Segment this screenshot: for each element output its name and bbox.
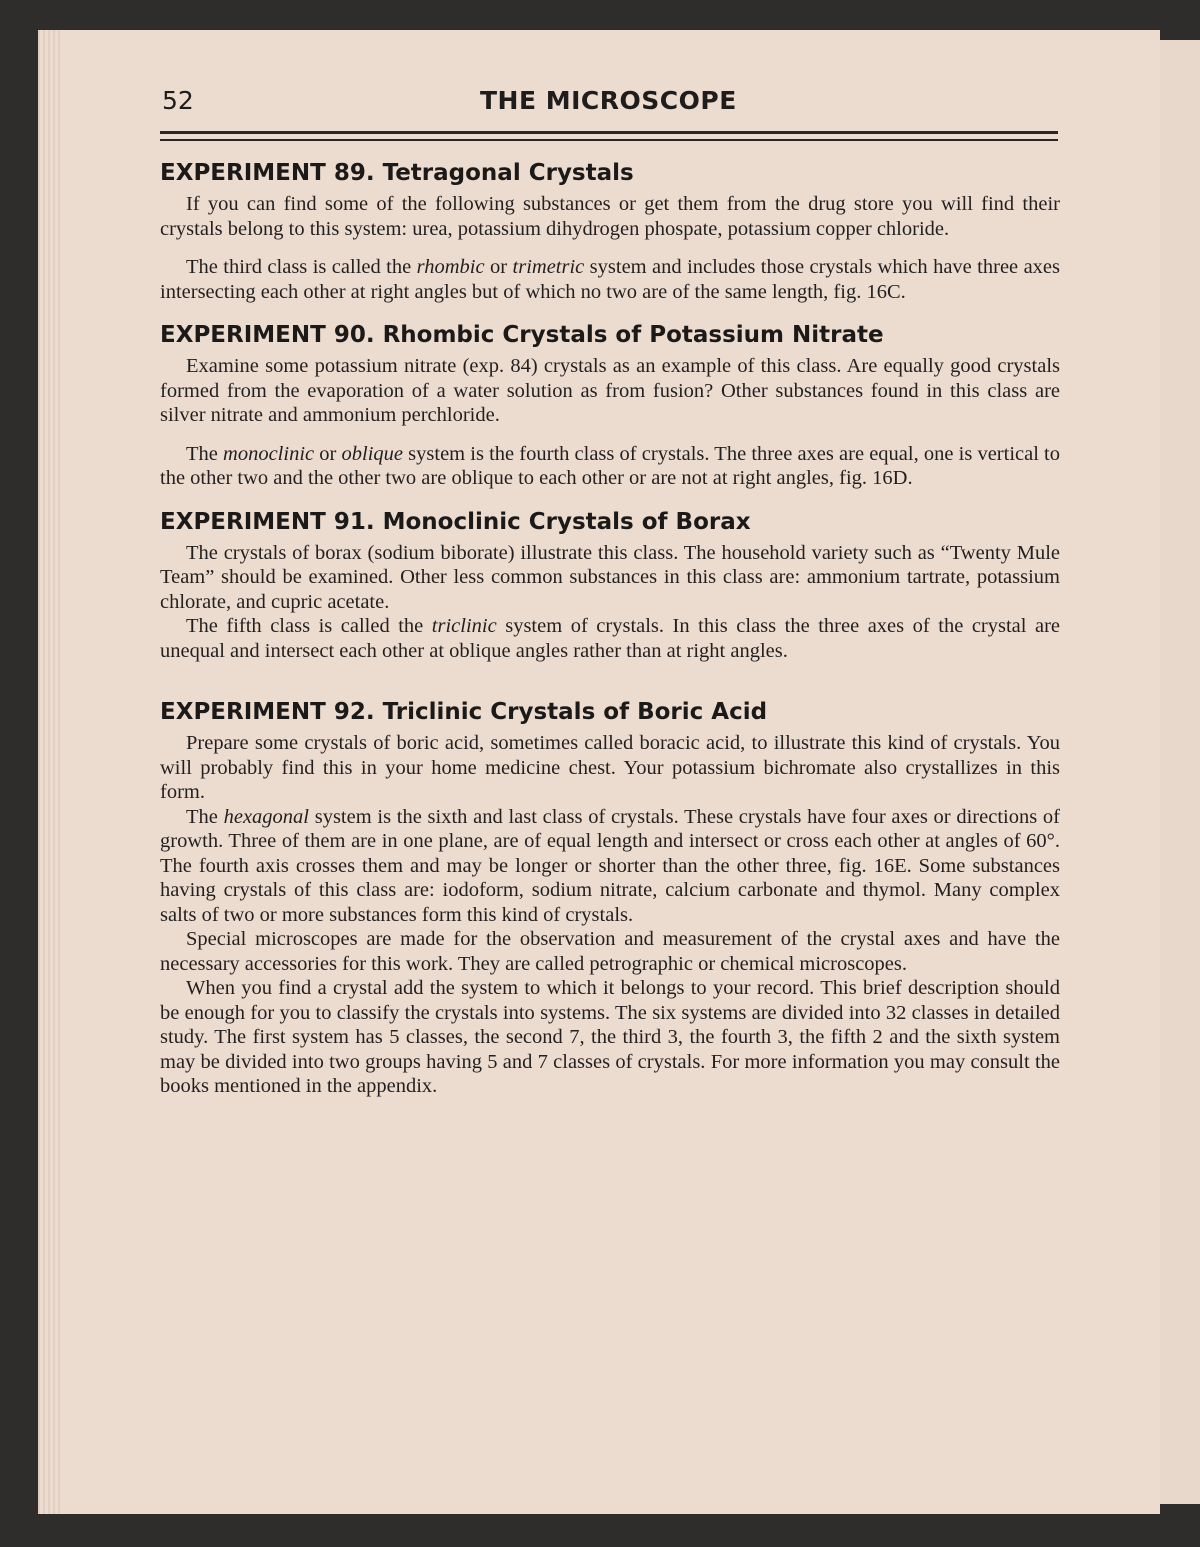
page-number: 52 bbox=[162, 86, 194, 115]
page-body bbox=[160, 158, 1060, 1099]
experiment-92-paragraph: Prepare some crystals of boric acid, sometimes called boracic acid, to illustrate this kind of crystals. You will probably find this in your home medicine chest. Your potassium bichromate also crystallizes in this form. bbox=[160, 732, 1060, 803]
hexagonal-system-paragraph: The hexagonal system is the sixth and last class of crystals. These crystals have four axes or directions of growth. Three of them are in one plane, are of equal length and intersect or cross each other at angles of 60°. The fourth axis crosses them and may be longer or shorter than the other three, fig. 16E. Some substances having crystals of this class are: iodoform, sodium nitrate, calcium carbonate and thymol. Many complex salts of two or more substances form this kind of crystals. bbox=[160, 805, 1060, 926]
experiment-90-paragraph: Examine some potassium nitrate (exp. 84) crystals as an example of this class. Are equally good crystals formed from the evaporation of a water solution as from fusion? Other substances found in this class are silver nitrate and ammonium perchloride. bbox=[160, 355, 1060, 426]
rhombic-system-paragraph: The third class is called the rhombic or trimetric system and includes those crystals which have three axes intersecting each other at right angles but of which no two are of the same length, fig. 16C. bbox=[160, 256, 1061, 303]
running-header bbox=[160, 86, 1060, 126]
experiment-92-heading: EXPERIMENT 92. Triclinic Crystals of Boric Acid bbox=[160, 699, 768, 725]
experiment-89-paragraph: If you can find some of the following substances or get them from the drug store you will find their crystals belong to this system: urea, potassium dihydrogen phospate, potassium copper chloride. bbox=[160, 193, 1060, 240]
record-keeping-paragraph: When you find a crystal add the system to which it belongs to your record. This brief description should be enough for you to classify the crystals into systems. The six systems are divided into 32 classes in detailed study. The first system has 5 classes, the second 7, the third 3, the fourth 3, the fifth 2 and the sixth system may be divided into two groups having 5 and 7 classes of crystals. For more information you may consult the books mentioned in the appendix. bbox=[160, 977, 1060, 1097]
monoclinic-system-paragraph: The monoclinic or oblique system is the fourth class of crystals. The three axes are equal, one is vertical to the other two and the other two are oblique to each other or are not at right angles, fig. 16D. bbox=[160, 442, 1061, 489]
experiment-90-heading: EXPERIMENT 90. Rhombic Crystals of Potassium Nitrate bbox=[160, 322, 884, 348]
special-microscopes-paragraph: Special microscopes are made for the observation and measurement of the crystal axes and have the necessary accessories for this work. They are called petrographic or chemical microscopes. bbox=[160, 928, 1060, 975]
header-rule-thick bbox=[160, 131, 1058, 134]
triclinic-system-paragraph: The fifth class is called the triclinic system of crystals. In this class the three axes of the crystal are unequal and intersect each other at oblique angles rather than at right angles. bbox=[160, 615, 1061, 662]
facing-page-edge bbox=[1160, 40, 1200, 1504]
header-rule-thin bbox=[160, 139, 1058, 141]
experiment-89-heading: EXPERIMENT 89. Tetragonal Crystals bbox=[160, 160, 634, 186]
running-title: THE MICROSCOPE bbox=[480, 86, 737, 115]
experiment-91-heading: EXPERIMENT 91. Monoclinic Crystals of Borax bbox=[160, 508, 751, 535]
page-stack-edge bbox=[38, 30, 62, 1514]
experiment-91-paragraph: The crystals of borax (sodium biborate) illustrate this class. The household variety such as “Twenty Mule Team” should be examined. Other less common substances in this class are: ammonium tartrate, potassium chlorate, and cupric acetate. bbox=[160, 541, 1060, 613]
